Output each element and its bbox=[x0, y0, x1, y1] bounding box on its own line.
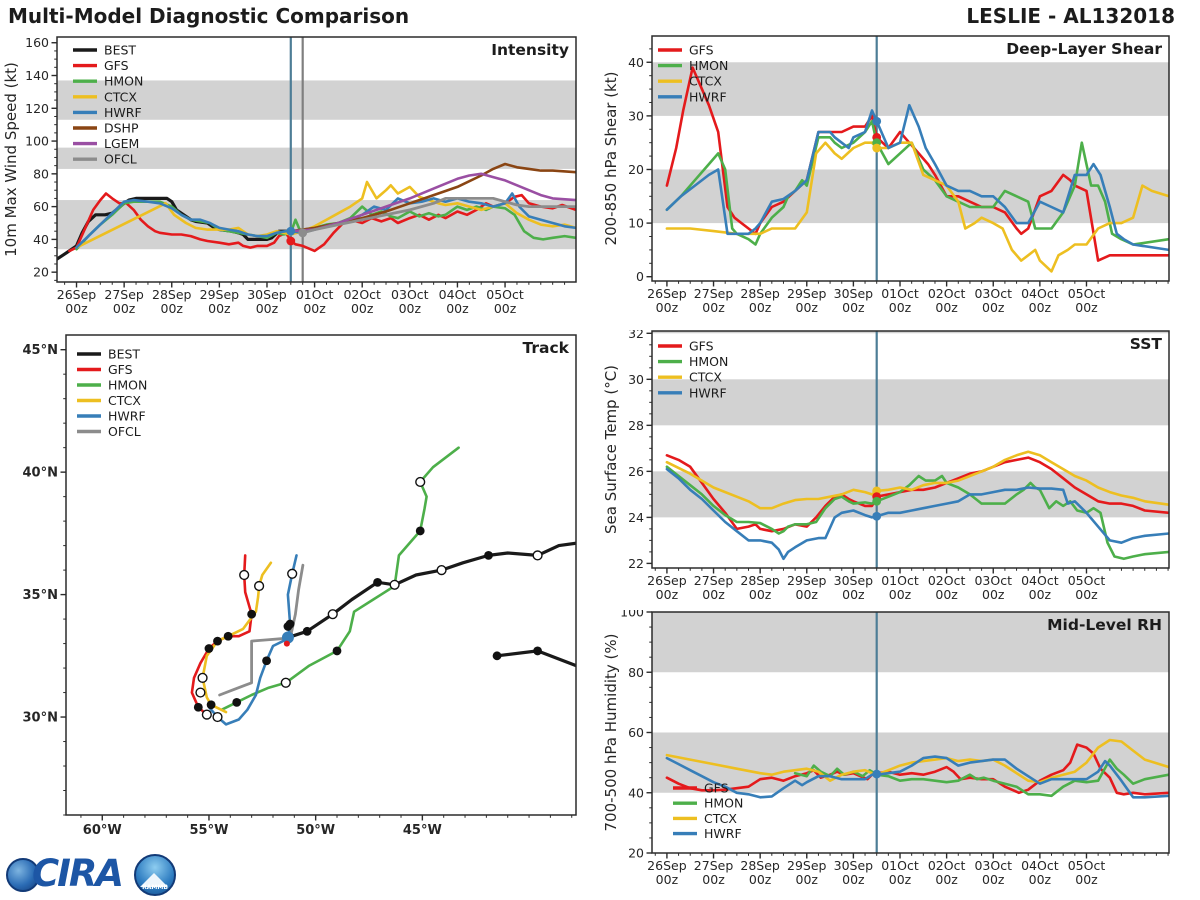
shear-y-axis-label: 200-850 hPa Shear (kt) bbox=[602, 71, 620, 246]
svg-text:05Oct: 05Oct bbox=[1067, 573, 1106, 588]
svg-text:32: 32 bbox=[628, 330, 644, 341]
sst-legend-hwrf: HWRF bbox=[689, 385, 727, 401]
svg-text:20: 20 bbox=[628, 161, 644, 177]
svg-text:29Sep: 29Sep bbox=[787, 573, 827, 588]
track-legend-ofcl: OFCL bbox=[108, 424, 141, 439]
svg-text:02Oct: 02Oct bbox=[927, 858, 966, 873]
svg-text:00z: 00z bbox=[935, 872, 958, 887]
svg-text:60°W: 60°W bbox=[82, 823, 122, 838]
svg-text:30°N: 30°N bbox=[22, 710, 58, 726]
intensity-legend-ofcl: OFCL bbox=[104, 151, 137, 167]
page-title: Multi-Model Diagnostic Comparison bbox=[8, 4, 410, 28]
svg-text:60: 60 bbox=[628, 725, 644, 740]
intensity-legend-lgem: LGEM bbox=[104, 136, 140, 152]
svg-text:03Oct: 03Oct bbox=[974, 858, 1013, 873]
svg-text:30Sep: 30Sep bbox=[833, 573, 874, 588]
svg-text:55°W: 55°W bbox=[189, 823, 229, 838]
svg-text:29Sep: 29Sep bbox=[787, 858, 827, 873]
svg-text:00z: 00z bbox=[888, 872, 912, 887]
svg-text:00z: 00z bbox=[748, 587, 772, 602]
svg-text:00z: 00z bbox=[160, 301, 183, 316]
svg-text:00z: 00z bbox=[702, 587, 725, 602]
svg-text:04Oct: 04Oct bbox=[1021, 286, 1059, 301]
svg-text:26Sep: 26Sep bbox=[647, 286, 687, 301]
svg-text:29Sep: 29Sep bbox=[199, 287, 240, 302]
svg-text:00z: 00z bbox=[982, 587, 1005, 602]
svg-text:120: 120 bbox=[25, 100, 49, 116]
shear-legend-gfs: GFS bbox=[689, 42, 714, 58]
intensity-legend-dshp: DSHP bbox=[104, 120, 139, 136]
svg-text:00z: 00z bbox=[655, 587, 679, 602]
svg-text:05Oct: 05Oct bbox=[486, 287, 524, 302]
svg-text:26: 26 bbox=[628, 463, 644, 479]
svg-text:01Oct: 01Oct bbox=[881, 858, 919, 873]
svg-text:00z: 00z bbox=[748, 300, 772, 315]
svg-text:30: 30 bbox=[628, 108, 644, 124]
svg-text:05Oct: 05Oct bbox=[1067, 858, 1106, 873]
svg-text:22: 22 bbox=[628, 555, 644, 571]
svg-text:00z: 00z bbox=[112, 301, 136, 316]
svg-text:00z: 00z bbox=[795, 587, 819, 602]
cira-rammb-logo bbox=[6, 852, 196, 898]
intensity-legend-best: BEST bbox=[104, 42, 137, 58]
intensity-panel-label: Intensity bbox=[491, 41, 569, 59]
track-legend-gfs: GFS bbox=[108, 362, 133, 377]
svg-text:00z: 00z bbox=[655, 872, 679, 887]
sst-panel bbox=[600, 330, 1200, 614]
track-legend-ctcx: CTCX bbox=[108, 393, 141, 408]
sst-y-axis-label: Sea Surface Temp (°C) bbox=[602, 364, 620, 535]
shear-chart bbox=[600, 28, 1200, 330]
track-legend-hwrf: HWRF bbox=[108, 408, 146, 424]
shear-legend-hwrf: HWRF bbox=[689, 89, 727, 105]
svg-text:00z: 00z bbox=[842, 587, 865, 602]
rh-y-axis-label: 700-500 hPa Humidity (%) bbox=[602, 633, 620, 832]
svg-text:29Sep: 29Sep bbox=[787, 286, 827, 301]
svg-text:30: 30 bbox=[628, 371, 644, 387]
svg-text:160: 160 bbox=[25, 35, 49, 51]
svg-text:03Oct: 03Oct bbox=[974, 573, 1013, 588]
intensity-legend-gfs: GFS bbox=[104, 58, 129, 74]
intensity-legend-hwrf: HWRF bbox=[104, 104, 142, 120]
svg-text:40: 40 bbox=[628, 785, 644, 801]
svg-text:100: 100 bbox=[25, 133, 49, 149]
svg-text:00z: 00z bbox=[398, 301, 422, 316]
svg-text:00z: 00z bbox=[208, 301, 231, 316]
svg-text:30Sep: 30Sep bbox=[833, 286, 874, 301]
track-map-panel bbox=[0, 330, 600, 900]
intensity-chart bbox=[0, 28, 600, 330]
svg-text:140: 140 bbox=[25, 68, 49, 84]
svg-text:00z: 00z bbox=[795, 872, 819, 887]
rammb-badge-icon bbox=[134, 854, 176, 896]
svg-text:00z: 00z bbox=[982, 300, 1005, 315]
rammb-badge-label: RAMMB bbox=[142, 884, 168, 891]
svg-text:20: 20 bbox=[33, 264, 49, 280]
svg-text:00z: 00z bbox=[748, 872, 772, 887]
svg-text:00z: 00z bbox=[842, 872, 865, 887]
svg-text:10: 10 bbox=[628, 215, 644, 231]
svg-text:00z: 00z bbox=[982, 872, 1005, 887]
track-legend-best: BEST bbox=[108, 346, 141, 362]
svg-text:01Oct: 01Oct bbox=[881, 573, 919, 588]
svg-text:45°W: 45°W bbox=[402, 823, 442, 838]
svg-text:00z: 00z bbox=[1028, 587, 1052, 602]
rh-legend-gfs: GFS bbox=[704, 780, 729, 796]
svg-text:28Sep: 28Sep bbox=[740, 286, 780, 301]
svg-text:04Oct: 04Oct bbox=[438, 287, 477, 302]
svg-text:02Oct: 02Oct bbox=[927, 573, 966, 588]
svg-text:40°N: 40°N bbox=[22, 465, 58, 481]
shear-panel-label: Deep-Layer Shear bbox=[1006, 40, 1162, 58]
svg-text:40: 40 bbox=[33, 231, 49, 247]
track-panel-label: Track bbox=[522, 339, 569, 357]
svg-text:05Oct: 05Oct bbox=[1067, 286, 1106, 301]
rh-chart bbox=[600, 610, 1200, 900]
svg-text:00z: 00z bbox=[1075, 872, 1098, 887]
svg-text:00z: 00z bbox=[303, 301, 326, 316]
sst-chart bbox=[600, 330, 1200, 610]
svg-text:26Sep: 26Sep bbox=[647, 573, 687, 588]
sst-legend-hmon: HMON bbox=[689, 354, 729, 370]
svg-text:00z: 00z bbox=[1075, 300, 1098, 315]
svg-text:60: 60 bbox=[33, 199, 49, 215]
track-legend-hmon: HMON bbox=[108, 377, 148, 393]
svg-text:01Oct: 01Oct bbox=[295, 287, 334, 302]
svg-text:27Sep: 27Sep bbox=[693, 858, 734, 873]
rh-legend-hwrf: HWRF bbox=[704, 826, 742, 842]
svg-text:30Sep: 30Sep bbox=[833, 858, 874, 873]
intensity-panel bbox=[0, 28, 600, 334]
svg-text:40: 40 bbox=[628, 54, 644, 70]
storm-id-title: LESLIE - AL132018 bbox=[966, 4, 1175, 28]
intensity-legend-ctcx: CTCX bbox=[104, 89, 137, 105]
svg-text:00z: 00z bbox=[446, 301, 469, 316]
svg-text:28: 28 bbox=[628, 417, 644, 433]
svg-text:00z: 00z bbox=[655, 300, 679, 315]
svg-text:27Sep: 27Sep bbox=[104, 287, 144, 302]
svg-text:02Oct: 02Oct bbox=[343, 287, 381, 302]
rh-panel-label: Mid-Level RH bbox=[1047, 616, 1162, 634]
svg-text:00z: 00z bbox=[888, 300, 912, 315]
intensity-y-axis-label: 10m Max Wind Speed (kt) bbox=[2, 62, 20, 257]
svg-text:26Sep: 26Sep bbox=[56, 287, 97, 302]
svg-text:00z: 00z bbox=[795, 300, 819, 315]
svg-text:01Oct: 01Oct bbox=[881, 286, 919, 301]
mid-level-rh-panel bbox=[600, 610, 1200, 900]
svg-text:28Sep: 28Sep bbox=[740, 858, 780, 873]
cira-logo-text: CIRA bbox=[32, 852, 123, 895]
svg-text:28Sep: 28Sep bbox=[740, 573, 780, 588]
svg-text:00z: 00z bbox=[702, 872, 725, 887]
svg-text:20: 20 bbox=[628, 845, 644, 861]
svg-text:03Oct: 03Oct bbox=[974, 286, 1013, 301]
sst-legend-gfs: GFS bbox=[689, 338, 714, 354]
svg-text:00z: 00z bbox=[702, 300, 725, 315]
svg-text:00z: 00z bbox=[888, 587, 912, 602]
svg-text:26Sep: 26Sep bbox=[647, 858, 687, 873]
svg-text:04Oct: 04Oct bbox=[1021, 573, 1059, 588]
svg-text:30Sep: 30Sep bbox=[247, 287, 287, 302]
svg-text:00z: 00z bbox=[350, 301, 374, 316]
shear-legend-ctcx: CTCX bbox=[689, 73, 722, 89]
svg-text:24: 24 bbox=[628, 509, 644, 525]
svg-text:04Oct: 04Oct bbox=[1021, 858, 1059, 873]
rh-legend-ctcx: CTCX bbox=[704, 810, 737, 826]
svg-text:00z: 00z bbox=[842, 300, 865, 315]
track-chart bbox=[0, 330, 600, 900]
svg-text:28Sep: 28Sep bbox=[152, 287, 192, 302]
svg-text:100: 100 bbox=[620, 610, 644, 620]
shear-legend-hmon: HMON bbox=[689, 58, 729, 74]
svg-text:80: 80 bbox=[628, 664, 644, 680]
svg-text:00z: 00z bbox=[65, 301, 88, 316]
intensity-legend-hmon: HMON bbox=[104, 73, 144, 89]
svg-text:00z: 00z bbox=[1075, 587, 1098, 602]
svg-text:02Oct: 02Oct bbox=[927, 286, 966, 301]
svg-text:50°W: 50°W bbox=[296, 823, 336, 838]
svg-text:03Oct: 03Oct bbox=[391, 287, 429, 302]
svg-text:00z: 00z bbox=[935, 587, 958, 602]
deep-layer-shear-panel bbox=[600, 28, 1200, 334]
track-series-hmon bbox=[222, 448, 459, 710]
svg-text:00z: 00z bbox=[255, 301, 279, 316]
svg-text:45°N: 45°N bbox=[22, 343, 58, 359]
rh-legend-hmon: HMON bbox=[704, 795, 744, 811]
track-series-best bbox=[288, 543, 576, 636]
svg-text:00z: 00z bbox=[935, 300, 958, 315]
svg-text:00z: 00z bbox=[1028, 872, 1052, 887]
sst-legend-ctcx: CTCX bbox=[689, 369, 722, 385]
svg-text:00z: 00z bbox=[1028, 300, 1052, 315]
sst-panel-label: SST bbox=[1129, 335, 1162, 353]
svg-text:35°N: 35°N bbox=[22, 588, 58, 604]
svg-text:00z: 00z bbox=[493, 301, 517, 316]
svg-text:27Sep: 27Sep bbox=[693, 286, 734, 301]
svg-text:80: 80 bbox=[33, 166, 49, 182]
svg-text:27Sep: 27Sep bbox=[693, 573, 734, 588]
svg-text:0: 0 bbox=[636, 269, 644, 285]
